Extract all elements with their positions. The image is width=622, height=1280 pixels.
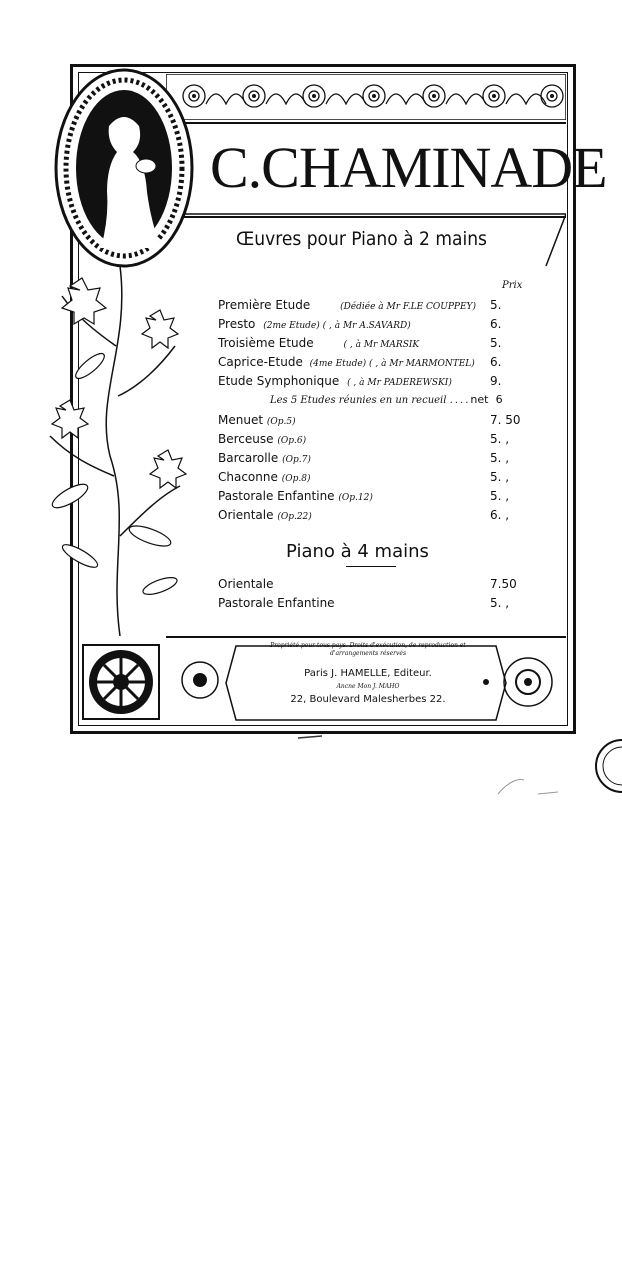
price-column-header: Prix bbox=[502, 280, 523, 291]
work-price: 6. , bbox=[490, 508, 510, 522]
bottom-divider bbox=[166, 636, 566, 638]
work-title: Chaconne bbox=[218, 470, 278, 484]
section-underline bbox=[346, 566, 396, 567]
work-title: Caprice-Etude bbox=[218, 355, 303, 369]
work-title: Pastorale Enfantine bbox=[218, 596, 335, 610]
pencil-mark bbox=[494, 774, 564, 800]
wheel-medallion bbox=[82, 644, 160, 720]
publisher-name: Paris J. HAMELLE, Editeur. bbox=[304, 668, 432, 679]
work-title: Barcarolle bbox=[218, 451, 279, 465]
work-row bbox=[218, 353, 502, 371]
work-detail: ( , à Mr MARSIK bbox=[343, 340, 420, 350]
collection-note-text: Les 5 Etudes réunies en un recueil bbox=[270, 395, 447, 406]
work-detail: (4me Etude) ( , à Mr MARMONTEL) bbox=[309, 359, 475, 369]
work-row bbox=[218, 430, 510, 448]
work-detail: (Op.7) bbox=[282, 455, 311, 465]
work-row bbox=[218, 334, 502, 352]
work-price: 6. bbox=[490, 317, 502, 331]
work-price: 5. , bbox=[490, 451, 510, 465]
work-title: Orientale bbox=[218, 577, 274, 591]
work-row bbox=[218, 372, 502, 390]
work-row bbox=[218, 296, 502, 314]
work-detail: (Op.12) bbox=[338, 493, 373, 503]
work-row bbox=[218, 506, 510, 524]
collection-price: 6 bbox=[495, 393, 503, 406]
rosette-band bbox=[166, 74, 566, 120]
section-title-4-hands: Piano à 4 mains bbox=[286, 541, 429, 562]
work-row bbox=[218, 575, 517, 593]
work-detail: (Op.6) bbox=[277, 436, 307, 446]
work-title: Presto bbox=[218, 317, 256, 331]
work-price: 7.50 bbox=[490, 577, 517, 591]
work-price: 5. , bbox=[490, 489, 510, 503]
work-row bbox=[218, 411, 521, 429]
publisher-block bbox=[176, 642, 560, 722]
work-row bbox=[218, 315, 502, 333]
floral-vine-illustration bbox=[40, 236, 190, 636]
library-stamp bbox=[584, 736, 622, 796]
publisher-address: 22, Boulevard Malesherbes 22. bbox=[290, 694, 446, 705]
work-detail: (Op.5) bbox=[266, 417, 296, 427]
collection-net-label: net bbox=[470, 393, 489, 406]
work-title: Etude Symphonique bbox=[218, 374, 340, 388]
subtitle: Œuvres pour Piano à 2 mains bbox=[236, 228, 487, 250]
work-title: Troisième Etude bbox=[218, 336, 314, 350]
work-price: 5. bbox=[490, 336, 502, 350]
work-detail: (2me Etude) ( , à Mr A.SAVARD) bbox=[263, 321, 411, 331]
work-title: Première Etude bbox=[218, 298, 311, 312]
work-price: 5. , bbox=[490, 470, 510, 484]
composer-name: C.CHAMINADE bbox=[210, 135, 607, 200]
work-price: 5. bbox=[490, 298, 502, 312]
publisher-former: Ancne Mon J. MAHO bbox=[336, 683, 400, 690]
work-price: 6. bbox=[490, 355, 502, 369]
work-detail: (Op.22) bbox=[277, 512, 312, 522]
work-price: 5. , bbox=[490, 432, 510, 446]
work-detail: ( , à Mr PADEREWSKI) bbox=[347, 378, 452, 388]
work-row bbox=[218, 468, 510, 486]
work-row bbox=[218, 487, 510, 505]
work-price: 5. , bbox=[490, 596, 510, 610]
work-price: 9. bbox=[490, 374, 502, 388]
work-title: Orientale bbox=[218, 508, 274, 522]
collection-note: Les 5 Etudes réunies en un recueil ....net 6 bbox=[270, 393, 503, 406]
work-detail: (Op.8) bbox=[281, 474, 311, 484]
work-title: Menuet bbox=[218, 413, 264, 427]
work-title: Pastorale Enfantine bbox=[218, 489, 335, 503]
work-price: 7. 50 bbox=[490, 413, 521, 427]
work-title: Berceuse bbox=[218, 432, 274, 446]
work-row bbox=[218, 594, 510, 612]
small-mark bbox=[296, 732, 326, 742]
publisher-rights: Propriété pour tous pays. Droits d'exécution, de reproduction et d'arrangements réservés bbox=[270, 642, 466, 657]
work-detail: (Dédiée à Mr F.LE COUPPEY) bbox=[340, 302, 476, 312]
work-row bbox=[218, 449, 510, 467]
